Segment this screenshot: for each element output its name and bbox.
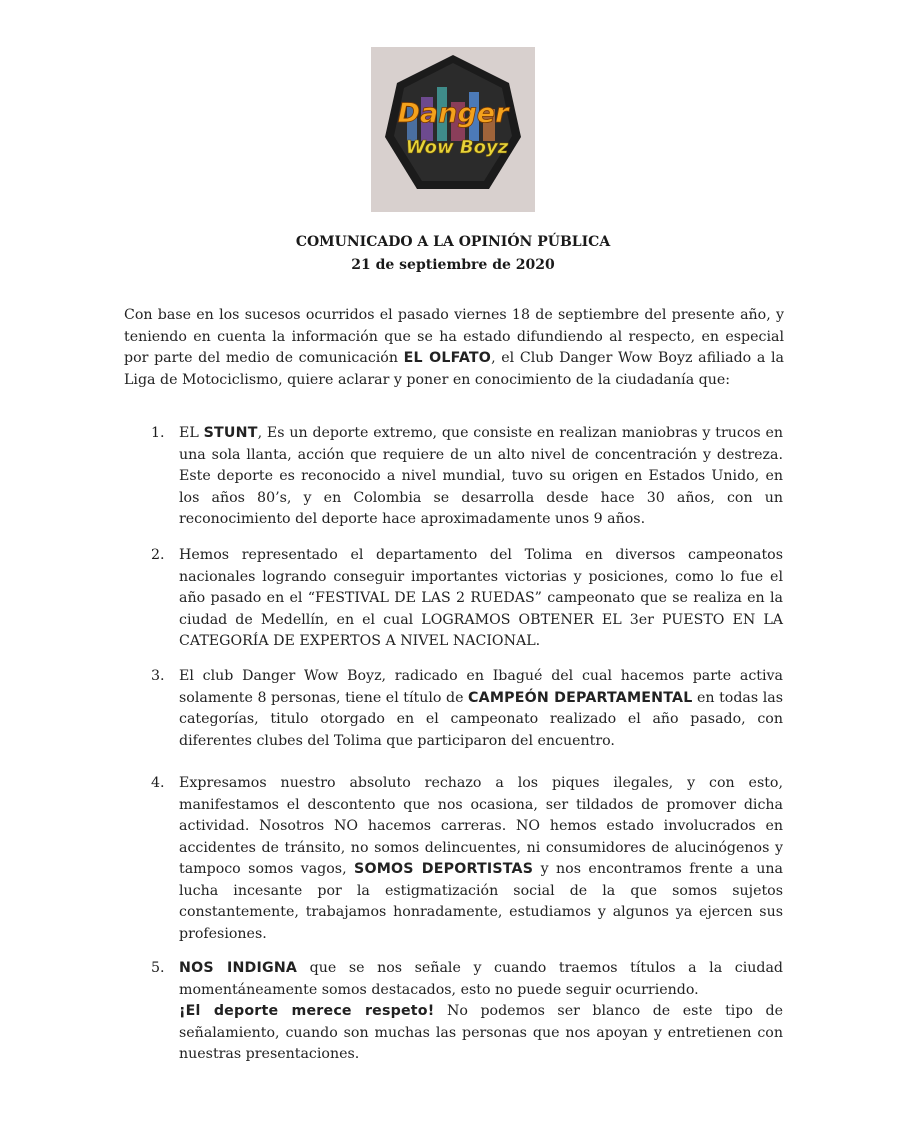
club-logo bbox=[371, 47, 535, 212]
document-date: 21 de septiembre de 2020 bbox=[351, 257, 555, 273]
logo-text-bottom: Wow Boyz bbox=[405, 137, 509, 158]
item-text: EL bbox=[179, 425, 204, 441]
list-item bbox=[151, 545, 783, 653]
item-bold-slogan: ¡El deporte merece respeto! bbox=[179, 1003, 435, 1019]
item-text: No podemos ser blanco de este tipo de señalamiento, cuando son muchas las personas que nos apoyan y entretienen con nuestras presentaciones. bbox=[179, 1003, 783, 1062]
list-item-number: 1. bbox=[151, 425, 165, 441]
item-bold: STUNT bbox=[203, 425, 258, 441]
intro-text-1: Con base en los sucesos ocurridos el pasado viernes 18 de septiembre del presente año, y teniendo en cuenta la información que se ha estado difundiendo al respecto, en especial por parte del medio de comunicación bbox=[124, 307, 784, 366]
item-bold: CAMPEÓN DEPARTAMENTAL bbox=[468, 689, 693, 706]
list-item-text bbox=[179, 423, 783, 531]
list-item-text bbox=[179, 666, 783, 752]
list-item bbox=[151, 773, 783, 945]
item-bold: SOMOS DEPORTISTAS bbox=[354, 861, 534, 877]
logo-badge-icon bbox=[371, 47, 535, 212]
item-text: que se nos señale y cuando traemos títulos a la ciudad momentáneamente somos destacados, esto no puede seguir ocurriendo. bbox=[179, 960, 783, 998]
list-item bbox=[151, 958, 783, 1066]
item-text: , Es un deporte extremo, que consiste en realizan maniobras y trucos en una sola llanta, acción que requiere de un alto nivel de concentración y destreza. Este deporte es reconocido a nivel mundial, tuvo su origen en Estados Unido, en los años 80’s, y en Colombia se desarrolla desde hace 30 años, con un reconocimiento del deporte hace aproximadamente unos 9 años. bbox=[179, 425, 783, 527]
item-text: Expresamos nuestro absoluto rechazo a los piques ilegales, y con esto, manifestamos el descontento que nos ocasiona, ser tildados de promover dicha actividad. Nosotros NO hacemos carreras. NO hemos estado involucrados en accidentes de tránsito, no somos delincuentes, ni consumidores de alucinógenos y tampoco somos vagos, bbox=[179, 775, 783, 877]
list-item-number: 3. bbox=[151, 668, 165, 684]
list-item bbox=[151, 666, 783, 752]
document-title: COMUNICADO A LA OPINIÓN PÚBLICA bbox=[295, 234, 611, 250]
list-item-text bbox=[179, 545, 783, 653]
intro-text-2: , el Club Danger Wow Boyz afiliado a la Liga de Motociclismo, quiere aclarar y poner en conocimiento de la ciudadanía que: bbox=[124, 350, 784, 388]
intro-bold-media: EL OLFATO bbox=[403, 350, 492, 366]
list-item-number: 4. bbox=[151, 775, 165, 791]
item-text: y nos encontramos frente a una lucha incesante por la estigmatización social de la que somos sujetos constantemente, trabajamos honradamente, estudiamos y algunos ya ejercen sus profesiones. bbox=[179, 861, 783, 942]
list-item-text bbox=[179, 773, 783, 945]
logo-text-top: Danger bbox=[397, 98, 509, 129]
list-item-number: 5. bbox=[151, 960, 165, 976]
item-text: Hemos representado el departamento del Tolima en diversos campeonatos nacionales logrando conseguir importantes victorias y posiciones, como lo fue el año pasado en el “FESTIVAL DE LAS 2 RUEDAS” campeonato que se realiza en la ciudad de Medellín, en el cual LOGRAMOS OBTENER EL 3er PUESTO EN LA CATEGORÍA DE EXPERTOS A NIVEL NACIONAL. bbox=[179, 547, 783, 649]
intro-paragraph bbox=[124, 305, 784, 391]
item-bold: NOS INDIGNA bbox=[179, 960, 298, 976]
item-text: en todas las categorías, titulo otorgado en el campeonato realizado el año pasado, con diferentes clubes del Tolima que participaron del encuentro. bbox=[179, 689, 783, 749]
list-item bbox=[151, 423, 783, 531]
list-item-text bbox=[179, 958, 783, 1066]
item-text: El club Danger Wow Boyz, radicado en Ibagué del cual hacemos parte activa solamente 8 personas, tiene el título de bbox=[179, 668, 783, 706]
list-item-number: 2. bbox=[151, 547, 165, 563]
